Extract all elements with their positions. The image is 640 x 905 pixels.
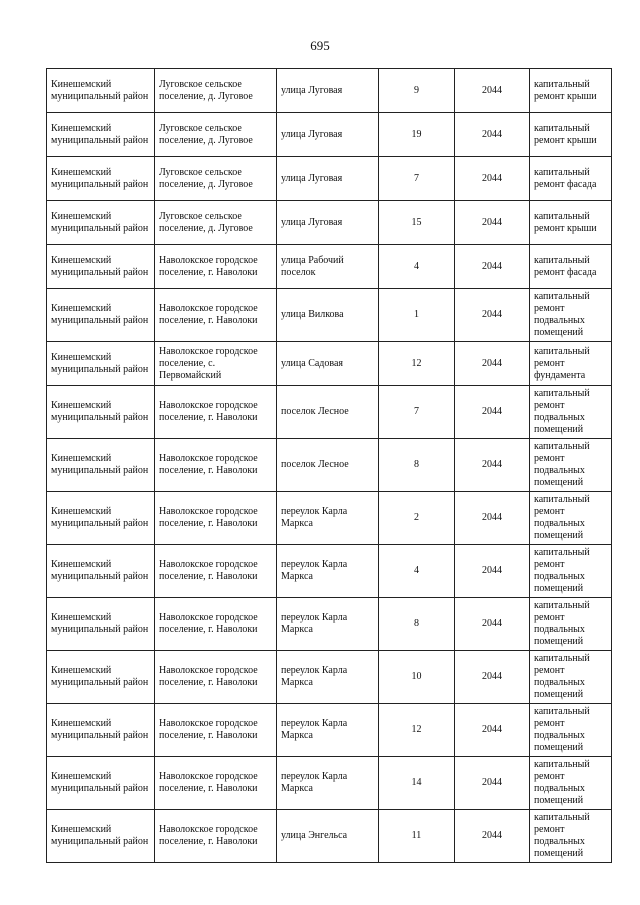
house-number-cell: 4: [379, 245, 455, 289]
district-cell: Кинешемский муниципальный район: [47, 113, 155, 157]
settlement-cell: Наволокское городское поселение, г. Наволоки: [155, 598, 277, 651]
street-cell: переулок Карла Маркса: [277, 704, 379, 757]
table-row: [47, 69, 612, 113]
house-number-cell: 9: [379, 69, 455, 113]
year-cell: 2044: [455, 492, 530, 545]
year-cell: 2044: [455, 113, 530, 157]
district-cell: Кинешемский муниципальный район: [47, 545, 155, 598]
work-type-cell: капитальный ремонт подвальных помещений: [530, 757, 612, 810]
settlement-cell: Наволокское городское поселение, г. Наволоки: [155, 545, 277, 598]
year-cell: 2044: [455, 245, 530, 289]
table-row: [47, 492, 612, 545]
work-type-cell: капитальный ремонт подвальных помещений: [530, 439, 612, 492]
street-cell: улица Луговая: [277, 157, 379, 201]
settlement-cell: Наволокское городское поселение, г. Наволоки: [155, 810, 277, 863]
settlement-cell: Луговское сельское поселение, д. Луговое: [155, 157, 277, 201]
table-row: [47, 598, 612, 651]
house-number-cell: 12: [379, 342, 455, 386]
work-type-cell: капитальный ремонт фасада: [530, 245, 612, 289]
work-type-cell: капитальный ремонт подвальных помещений: [530, 492, 612, 545]
year-cell: 2044: [455, 342, 530, 386]
settlement-cell: Наволокское городское поселение, с. Первомайский: [155, 342, 277, 386]
house-number-cell: 7: [379, 386, 455, 439]
street-cell: переулок Карла Маркса: [277, 545, 379, 598]
street-cell: переулок Карла Маркса: [277, 757, 379, 810]
settlement-cell: Наволокское городское поселение, г. Наволоки: [155, 704, 277, 757]
district-cell: Кинешемский муниципальный район: [47, 245, 155, 289]
year-cell: 2044: [455, 545, 530, 598]
work-type-cell: капитальный ремонт подвальных помещений: [530, 545, 612, 598]
year-cell: 2044: [455, 201, 530, 245]
house-number-cell: 4: [379, 545, 455, 598]
house-number-cell: 8: [379, 439, 455, 492]
year-cell: 2044: [455, 757, 530, 810]
settlement-cell: Наволокское городское поселение, г. Наволоки: [155, 492, 277, 545]
district-cell: Кинешемский муниципальный район: [47, 157, 155, 201]
year-cell: 2044: [455, 157, 530, 201]
year-cell: 2044: [455, 289, 530, 342]
house-number-cell: 7: [379, 157, 455, 201]
table-row: [47, 289, 612, 342]
work-type-cell: капитальный ремонт подвальных помещений: [530, 810, 612, 863]
work-type-cell: капитальный ремонт подвальных помещений: [530, 386, 612, 439]
table-row: [47, 439, 612, 492]
settlement-cell: Наволокское городское поселение, г. Наволоки: [155, 651, 277, 704]
street-cell: улица Вилкова: [277, 289, 379, 342]
district-cell: Кинешемский муниципальный район: [47, 598, 155, 651]
work-type-cell: капитальный ремонт фундамента: [530, 342, 612, 386]
street-cell: улица Луговая: [277, 113, 379, 157]
street-cell: улица Луговая: [277, 69, 379, 113]
house-number-cell: 10: [379, 651, 455, 704]
table-row: [47, 757, 612, 810]
work-type-cell: капитальный ремонт подвальных помещений: [530, 704, 612, 757]
district-cell: Кинешемский муниципальный район: [47, 201, 155, 245]
street-cell: улица Луговая: [277, 201, 379, 245]
district-cell: Кинешемский муниципальный район: [47, 492, 155, 545]
year-cell: 2044: [455, 810, 530, 863]
house-number-cell: 8: [379, 598, 455, 651]
year-cell: 2044: [455, 651, 530, 704]
work-type-cell: капитальный ремонт фасада: [530, 157, 612, 201]
district-cell: Кинешемский муниципальный район: [47, 289, 155, 342]
year-cell: 2044: [455, 69, 530, 113]
work-type-cell: капитальный ремонт крыши: [530, 113, 612, 157]
street-cell: улица Энгельса: [277, 810, 379, 863]
year-cell: 2044: [455, 704, 530, 757]
settlement-cell: Наволокское городское поселение, г. Наволоки: [155, 757, 277, 810]
house-number-cell: 19: [379, 113, 455, 157]
table-row: [47, 651, 612, 704]
house-number-cell: 2: [379, 492, 455, 545]
street-cell: переулок Карла Маркса: [277, 651, 379, 704]
settlement-cell: Луговское сельское поселение, д. Луговое: [155, 69, 277, 113]
house-number-cell: 11: [379, 810, 455, 863]
street-cell: переулок Карла Маркса: [277, 492, 379, 545]
street-cell: поселок Лесное: [277, 386, 379, 439]
settlement-cell: Наволокское городское поселение, г. Наволоки: [155, 289, 277, 342]
table-row: [47, 342, 612, 386]
table-row: [47, 545, 612, 598]
street-cell: улица Рабочий поселок: [277, 245, 379, 289]
street-cell: поселок Лесное: [277, 439, 379, 492]
work-type-cell: капитальный ремонт крыши: [530, 201, 612, 245]
settlement-cell: Луговское сельское поселение, д. Луговое: [155, 113, 277, 157]
table-row: [47, 704, 612, 757]
work-type-cell: капитальный ремонт подвальных помещений: [530, 289, 612, 342]
settlement-cell: Наволокское городское поселение, г. Наволоки: [155, 245, 277, 289]
table-row: [47, 386, 612, 439]
district-cell: Кинешемский муниципальный район: [47, 439, 155, 492]
table-row: [47, 113, 612, 157]
settlement-cell: Наволокское городское поселение, г. Наволоки: [155, 439, 277, 492]
year-cell: 2044: [455, 439, 530, 492]
district-cell: Кинешемский муниципальный район: [47, 69, 155, 113]
district-cell: Кинешемский муниципальный район: [47, 757, 155, 810]
house-number-cell: 14: [379, 757, 455, 810]
house-number-cell: 15: [379, 201, 455, 245]
table-row: [47, 157, 612, 201]
street-cell: улица Садовая: [277, 342, 379, 386]
settlement-cell: Наволокское городское поселение, г. Наволоки: [155, 386, 277, 439]
work-type-cell: капитальный ремонт подвальных помещений: [530, 651, 612, 704]
work-type-cell: капитальный ремонт подвальных помещений: [530, 598, 612, 651]
year-cell: 2044: [455, 598, 530, 651]
street-cell: переулок Карла Маркса: [277, 598, 379, 651]
district-cell: Кинешемский муниципальный район: [47, 651, 155, 704]
house-number-cell: 12: [379, 704, 455, 757]
year-cell: 2044: [455, 386, 530, 439]
repair-schedule-table: [46, 68, 612, 863]
district-cell: Кинешемский муниципальный район: [47, 342, 155, 386]
district-cell: Кинешемский муниципальный район: [47, 704, 155, 757]
house-number-cell: 1: [379, 289, 455, 342]
district-cell: Кинешемский муниципальный район: [47, 386, 155, 439]
work-type-cell: капитальный ремонт крыши: [530, 69, 612, 113]
page-number: 695: [310, 38, 330, 53]
district-cell: Кинешемский муниципальный район: [47, 810, 155, 863]
table-row: [47, 201, 612, 245]
settlement-cell: Луговское сельское поселение, д. Луговое: [155, 201, 277, 245]
table-row: [47, 810, 612, 863]
table-row: [47, 245, 612, 289]
